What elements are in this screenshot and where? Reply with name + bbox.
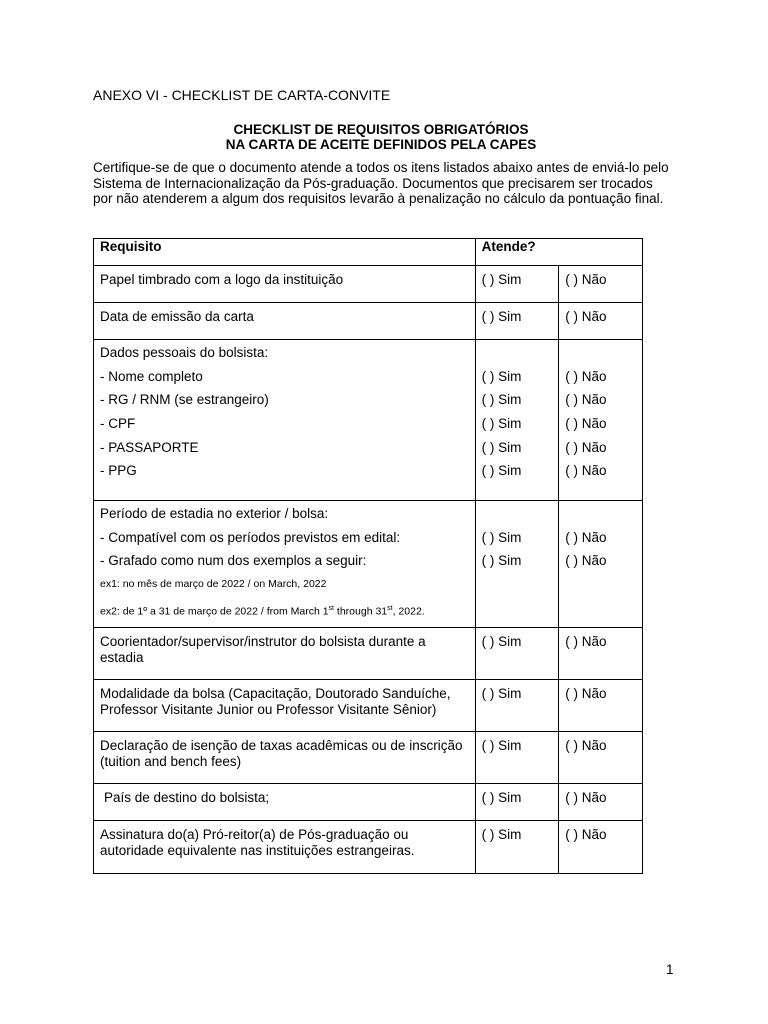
option-yes[interactable]: ( ) Sim	[475, 628, 559, 680]
main-title-line-1: CHECKLIST DE REQUISITOS OBRIGATÓRIOS	[233, 122, 529, 137]
no-column-period	[559, 501, 643, 628]
main-title	[93, 122, 669, 152]
option-yes[interactable]: ( ) Sim	[481, 416, 522, 432]
table-row	[94, 501, 643, 628]
main-title-line-2: NA CARTA DE ACEITE DEFINIDOS PELA CAPES	[225, 137, 537, 152]
table-row	[94, 628, 643, 680]
personal-item: - RG / RNM (se estrangeiro)	[100, 392, 269, 408]
requirement-signature: Assinatura do(a) Pró-reitor(a) de Pós-graduação ou autoridade equivalente nas instituições estrangeiras.	[94, 821, 476, 874]
option-no[interactable]: ( ) Não	[565, 416, 607, 432]
option-yes[interactable]: ( ) Sim	[481, 392, 522, 408]
period-item: - Grafado como num dos exemplos a seguir:	[100, 553, 367, 569]
page-number: 1	[666, 962, 674, 977]
option-no[interactable]: ( ) Não	[565, 553, 607, 569]
period-example-1: ex1: no mês de março de 2022 / on March, 2022	[100, 578, 327, 591]
option-yes[interactable]: ( ) Sim	[475, 784, 559, 821]
period-item: - Compatível com os períodos previstos em edital:	[100, 529, 401, 545]
personal-data-title: Dados pessoais do bolsista:	[100, 345, 269, 360]
no-column-personal	[559, 340, 643, 501]
table-row	[94, 266, 643, 303]
option-yes[interactable]: ( ) Sim	[481, 368, 522, 384]
personal-item: - PPG	[100, 463, 137, 479]
option-no[interactable]: ( ) Não	[565, 392, 607, 408]
requirement-modality: Modalidade da bolsa (Capacitação, Doutorado Sanduíche, Professor Visitante Junior ou Professor Visitante Sênior)	[94, 680, 476, 732]
option-no[interactable]: ( ) Não	[565, 529, 607, 545]
header-meets: Atende?	[475, 239, 642, 266]
option-no[interactable]: ( ) Não	[559, 732, 643, 784]
header-requirement: Requisito	[94, 239, 476, 266]
personal-item: - PASSAPORTE	[100, 439, 199, 455]
requirement-issue-date: Data de emissão da carta	[94, 303, 476, 340]
option-no[interactable]: ( ) Não	[565, 439, 607, 455]
requirement-personal-data	[94, 340, 476, 501]
personal-item: - CPF	[100, 416, 136, 432]
personal-item: - Nome completo	[100, 368, 203, 384]
period-example-2: ex2: de 1º a 31 de março de 2022 / from March 1st through 31st, 2022.	[100, 604, 425, 618]
requirements-table	[93, 238, 643, 874]
intro-line-1: Certifique-se de que o documento atende a todos os itens listados abaixo antes de enviá-lo pelo	[93, 160, 669, 175]
option-yes[interactable]: ( ) Sim	[481, 463, 522, 479]
option-yes[interactable]: ( ) Sim	[475, 732, 559, 784]
yes-column-period	[475, 501, 559, 628]
table-row	[94, 303, 643, 340]
option-no[interactable]: ( ) Não	[559, 680, 643, 732]
requirement-letterhead: Papel timbrado com a logo da instituição	[94, 266, 476, 303]
option-no[interactable]: ( ) Não	[559, 628, 643, 680]
option-yes[interactable]: ( ) Sim	[481, 439, 522, 455]
option-no[interactable]: ( ) Não	[565, 368, 607, 384]
option-yes[interactable]: ( ) Sim	[475, 303, 559, 340]
requirement-cosupervisor: Coorientador/supervisor/instrutor do bolsista durante a estadia	[94, 628, 476, 680]
period-title: Período de estadia no exterior / bolsa:	[100, 506, 329, 521]
option-no[interactable]: ( ) Não	[559, 821, 643, 874]
table-row	[94, 821, 643, 874]
table-row	[94, 784, 643, 821]
table-row	[94, 340, 643, 501]
option-yes[interactable]: ( ) Sim	[475, 680, 559, 732]
table-header-row	[94, 239, 643, 266]
option-yes[interactable]: ( ) Sim	[481, 529, 522, 545]
intro-paragraph	[93, 160, 683, 207]
option-yes[interactable]: ( ) Sim	[481, 553, 522, 569]
table-row	[94, 732, 643, 784]
intro-line-2: Sistema de Internacionalização da Pós-graduação. Documentos que precisarem ser trocados	[93, 175, 653, 191]
requirement-country: País de destino do bolsista;	[94, 784, 476, 821]
requirement-fees: Declaração de isenção de taxas acadêmicas ou de inscrição (tuition and bench fees)	[94, 732, 476, 784]
intro-line-3: por não atenderem a algum dos requisitos levarão à penalização no cálculo da pontuação final.	[93, 191, 664, 207]
option-no[interactable]: ( ) Não	[559, 266, 643, 303]
option-yes[interactable]: ( ) Sim	[475, 821, 559, 874]
annex-title: ANEXO VI - CHECKLIST DE CARTA-CONVITE	[93, 87, 391, 103]
option-no[interactable]: ( ) Não	[565, 463, 607, 479]
option-no[interactable]: ( ) Não	[559, 303, 643, 340]
option-yes[interactable]: ( ) Sim	[475, 266, 559, 303]
yes-column-personal	[475, 340, 559, 501]
option-no[interactable]: ( ) Não	[559, 784, 643, 821]
requirement-period	[94, 501, 476, 628]
table-row	[94, 680, 643, 732]
